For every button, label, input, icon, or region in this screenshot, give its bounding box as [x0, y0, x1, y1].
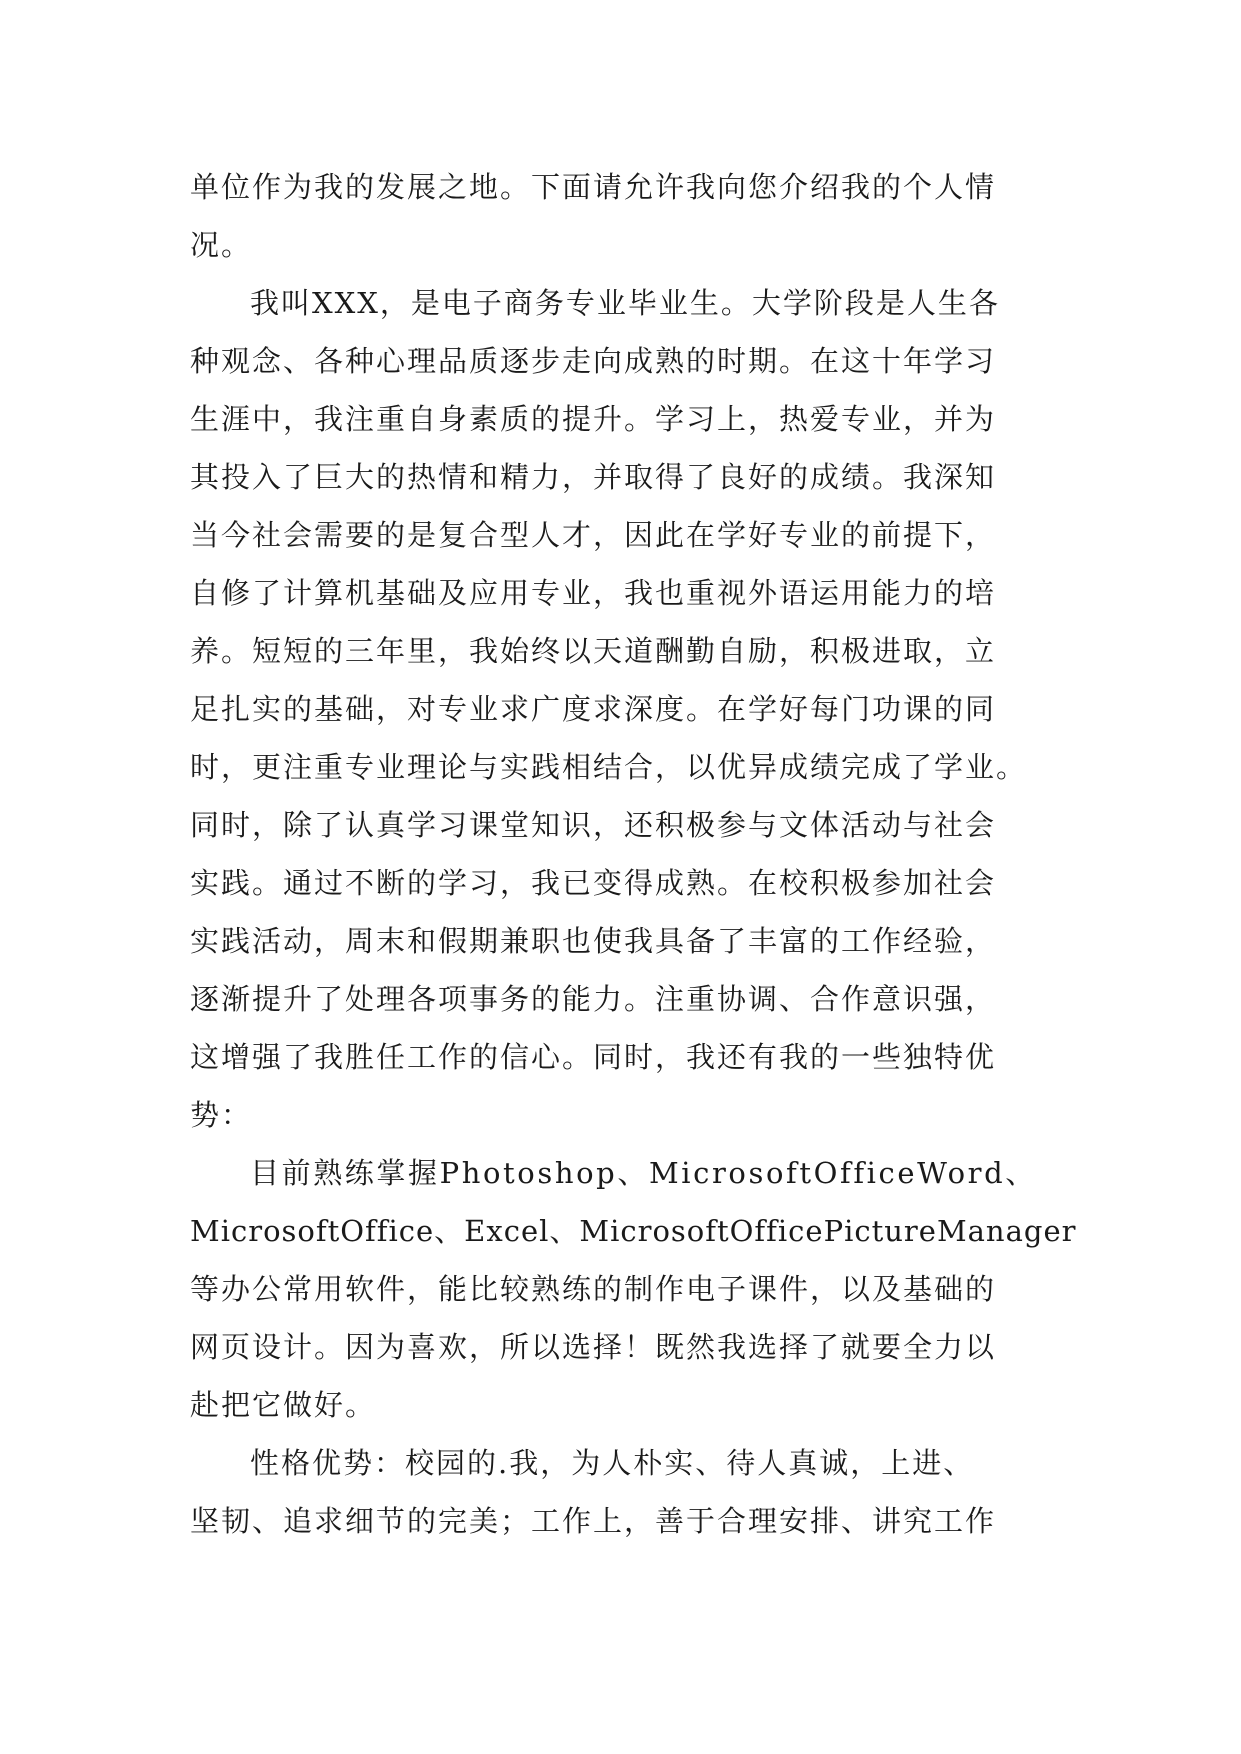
text-line: 其投入了巨大的热情和精力，并取得了良好的成绩。我深知 — [190, 460, 997, 494]
text-line: 势： — [190, 1098, 253, 1132]
text-line: 同时，除了认真学习课堂知识，还积极参与文体活动与社会 — [190, 808, 997, 842]
text-line: 逐渐提升了处理各项事务的能力。注重协调、合作意识强， — [190, 982, 997, 1016]
text-line: 生涯中，我注重自身素质的提升。学习上，热爱专业，并为 — [190, 402, 997, 436]
paragraph-start-line: 目前熟练掌握Photoshop、MicrosoftOfficeWord、 — [250, 1156, 1037, 1190]
paragraph-start-line: 我叫XXX，是电子商务专业毕业生。大学阶段是人生各 — [250, 286, 1000, 320]
text-line: 单位作为我的发展之地。下面请允许我向您介绍我的个人情 — [190, 170, 997, 204]
text-line: 种观念、各种心理品质逐步走向成熟的时期。在这十年学习 — [190, 344, 997, 378]
text-line: 况。 — [190, 228, 253, 262]
text-line: 实践。通过不断的学习，我已变得成熟。在校积极参加社会 — [190, 866, 997, 900]
text-line: 自修了计算机基础及应用专业，我也重视外语运用能力的培 — [190, 576, 997, 610]
text-line: 赴把它做好。 — [190, 1388, 377, 1422]
text-line: 网页设计。因为喜欢，所以选择！既然我选择了就要全力以 — [190, 1330, 997, 1364]
body-text — [190, 158, 1077, 1550]
text-line: 时，更注重专业理论与实践相结合，以优异成绩完成了学业。 — [190, 750, 1028, 784]
text-line: 坚韧、追求细节的完美；工作上，善于合理安排、讲究工作 — [190, 1504, 997, 1538]
text-line: 当今社会需要的是复合型人才，因此在学好专业的前提下， — [190, 518, 997, 552]
text-line: MicrosoftOffice、Excel、MicrosoftOfficePictureManager — [190, 1214, 1077, 1248]
text-line: 实践活动，周末和假期兼职也使我具备了丰富的工作经验， — [190, 924, 997, 958]
text-line: 养。短短的三年里，我始终以天道酬勤自励，积极进取，立 — [190, 634, 997, 668]
text-line: 足扎实的基础，对专业求广度求深度。在学好每门功课的同 — [190, 692, 997, 726]
paragraph-start-line: 性格优势：校园的.我，为人朴实、待人真诚，上进、 — [250, 1446, 975, 1480]
text-line: 等办公常用软件，能比较熟练的制作电子课件，以及基础的 — [190, 1272, 997, 1306]
text-line: 这增强了我胜任工作的信心。同时，我还有我的一些独特优 — [190, 1040, 997, 1074]
